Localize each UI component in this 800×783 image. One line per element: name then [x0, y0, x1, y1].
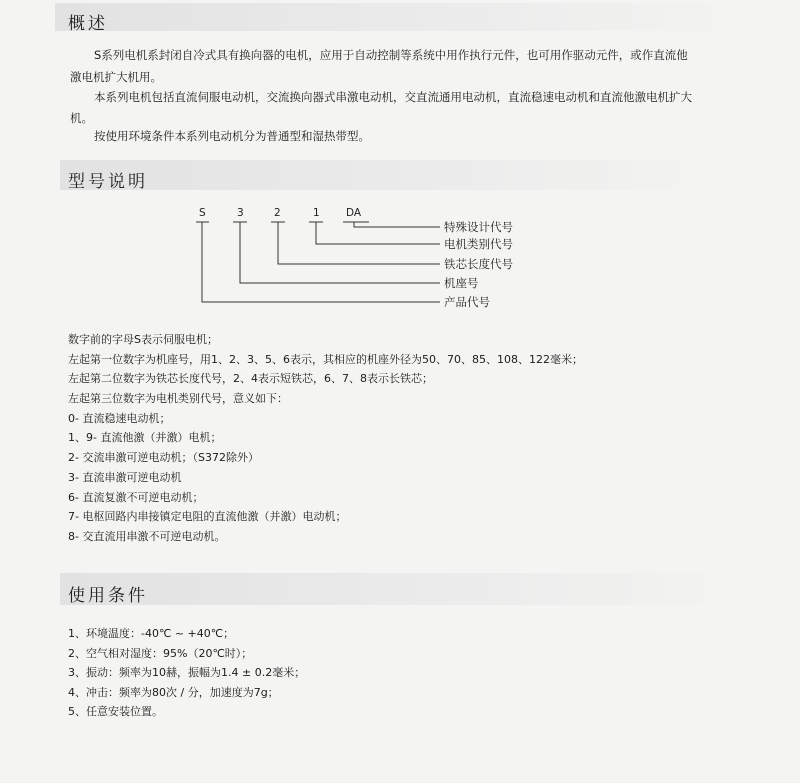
code-core-length: 2 [274, 207, 281, 219]
label-motor-category-code: 电机类别代号 [444, 237, 513, 251]
model-note: 0- 直流稳速电动机； [68, 411, 171, 425]
code-special-design: DA [346, 207, 362, 219]
model-note: 左起第一位数字为机座号，用1、2、3、5、6表示，其相应的机座外径为50、70、85、108、122毫米； [68, 352, 583, 366]
overview-paragraph-3: 按使用环境条件本系列电动机分为普通型和湿热带型。 [94, 129, 370, 143]
model-note: 数字前的字母S表示伺服电机； [68, 333, 218, 346]
overview-title: 概述 [68, 14, 108, 34]
label-core-length-code: 铁芯长度代号 [444, 257, 513, 271]
label-product-code: 产品代号 [444, 295, 490, 309]
condition-item: 2、空气相对湿度：95%（20℃时）； [68, 646, 253, 660]
condition-item: 5、任意安装位置。 [68, 705, 163, 718]
model-bracket-lines [0, 0, 800, 320]
condition-item: 4、冲击：频率为80次 / 分，加速度为7g； [68, 685, 279, 699]
label-special-design-code: 特殊设计代号 [444, 220, 513, 234]
model-notes-list [68, 330, 583, 547]
condition-item: 1、环境温度：-40℃ ~ +40℃； [68, 627, 235, 640]
overview-paragraph-1-line-1: S系列电机系封闭自冷式具有换向器的电机，应用于自动控制等系统中用作执行元件，也可用作驱动元件，或作直流他 [94, 48, 688, 62]
conditions-heading-band [60, 573, 750, 605]
condition-item: 3、振动：频率为10赫，振幅为1.4 ± 0.2毫米； [68, 666, 306, 679]
model-note: 左起第三位数字为电机类别代号，意义如下： [68, 392, 288, 406]
model-note: 3- 直流串激可逆电动机 [68, 470, 182, 484]
model-note: 左起第二位数字为铁芯长度代号，2、4表示短铁芯，6、7、8表示长铁芯； [68, 372, 433, 386]
overview-paragraph-2-line-2: 机。 [70, 111, 93, 125]
model-note: 1、9- 直流他激（并激）电机； [68, 431, 222, 445]
model-note: 8- 交直流用串激不可逆电动机。 [68, 529, 226, 543]
model-title: 型号说明 [68, 172, 148, 192]
label-frame-number: 机座号 [444, 276, 479, 290]
conditions-title: 使用条件 [68, 586, 148, 606]
code-motor-category: 1 [313, 207, 320, 219]
model-note: 7- 电枢回路内串接镇定电阻的直流他激（并激）电动机； [68, 510, 347, 524]
overview-paragraph-2-line-1: 本系列电机包括直流伺服电动机，交流换向器式串激电动机，交直流通用电动机，直流稳速电动机和直流他激电机扩大 [94, 90, 692, 104]
model-note: 6- 直流复激不可逆电动机； [68, 490, 204, 504]
conditions-list [68, 624, 305, 722]
overview-paragraph-1-line-2: 激电机扩大机用。 [70, 70, 162, 84]
code-frame-number: 3 [237, 207, 244, 219]
model-note: 2- 交流串激可逆电动机；（S372除外） [68, 451, 259, 465]
code-letter-s: S [199, 207, 206, 219]
